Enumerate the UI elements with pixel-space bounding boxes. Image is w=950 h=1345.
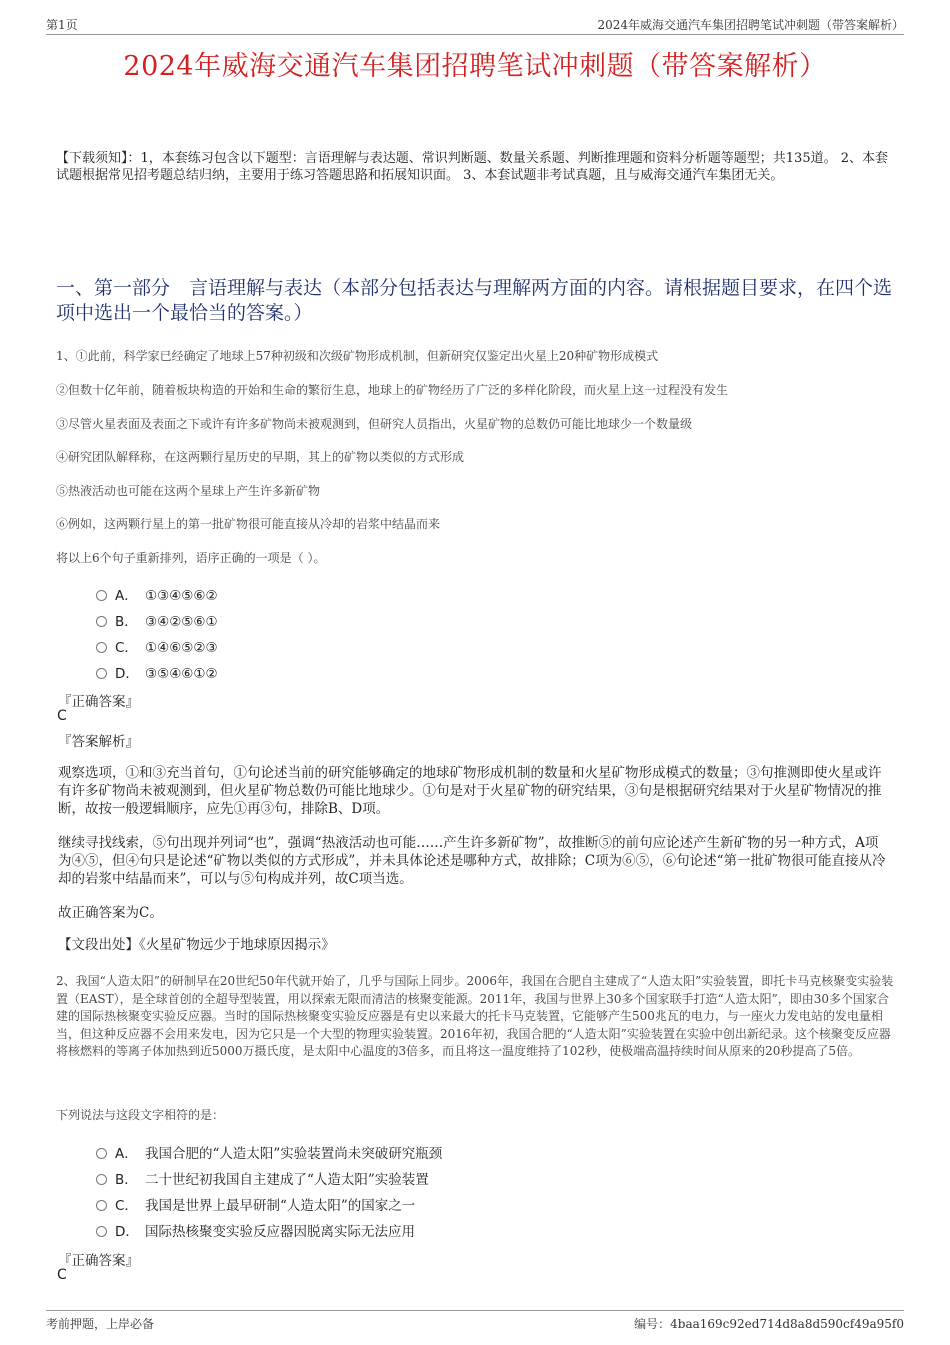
page-number: 第1页 [46,18,78,32]
option-text: 国际热核聚变实验反应器因脱离实际无法应用 [145,1224,415,1240]
q1-sentence-5: ⑤热液活动也可能在这两个星球上产生许多新矿物 [56,484,321,498]
option-text: ①③④⑤⑥② [145,588,218,604]
option-text: ③④②⑤⑥① [145,614,218,630]
q1-prompt: 将以上6个句子重新排列，语序正确的一项是（ ）。 [56,551,326,565]
radio-icon[interactable] [96,1174,107,1185]
download-notice: 【下载须知】：1，本套练习包含以下题型：言语理解与表达题、常识判断题、数量关系题、判断推理题和资料分析题等题型；共135道。 2、本套试题根据常见招考题总结归纳，主要用于练习答题思路和拓展知识面。 3、本套试题非考试真题，且与威海交通汽车集团无关。 [56,151,888,183]
option-letter: A． [115,588,138,604]
section-heading: 一、第一部分 言语理解与表达（本部分包括表达与理解两方面的内容。请根据题目要求，在四个选项中选出一个最恰当的答案。） [56,277,893,324]
q2-option-a[interactable] [96,1142,442,1162]
q1-sentence-4: ④研究团队解释称，在这两颗行星历史的早期，其上的矿物以类似的方式形成 [56,450,465,464]
q1-analysis-paragraph-1: 观察选项，①和③充当首句，①句论述当前的研究能够确定的地球矿物形成机制的数量和火星矿物形成模式的数量；③句推测即使火星或许有许多矿物尚未被观测到，但火星矿物总数仍可能比地球少。①句是对于火星矿物的研究结果，③句是根据研究结果对于火星矿物情况的推断，故按一般逻辑顺序，应先①再③句，排除B、D项。 [58,765,882,817]
q1-sentence-2: ②但数十亿年前，随着板块构造的开始和生命的繁衍生息，地球上的矿物经历了广泛的多样化阶段，而火星上这一过程没有发生 [56,383,729,397]
option-text: 我国合肥的“人造太阳”实验装置尚未突破研究瓶颈 [145,1146,443,1162]
option-text: ①④⑥⑤②③ [145,640,218,656]
q1-sentence-6: ⑥例如，这两颗行星上的第一批矿物很可能直接从冷却的岩浆中结晶而来 [56,517,441,531]
q1-option-b[interactable] [96,610,218,630]
q2-option-b[interactable] [96,1168,429,1188]
radio-icon[interactable] [96,1200,107,1211]
footer-slogan: 考前押题，上岸必备 [46,1317,155,1331]
q1-option-c[interactable] [96,636,218,656]
option-letter: B． [115,1172,138,1188]
option-text: 我国是世界上最早研制“人造太阳”的国家之一 [145,1198,416,1214]
q2-answer-label: 『正确答案』 [58,1253,139,1269]
option-letter: D． [115,666,139,682]
radio-icon[interactable] [96,1148,107,1159]
q1-analysis-paragraph-2: 继续寻找线索，⑤句出现并列词“也”，强调“热液活动也可能……产生许多新矿物”，故推断⑤的前句应论述产生新矿物的另一种方式，A项为④⑤，但④句只是论述“矿物以类似的方式形成”，并未具体论述是哪种方式，故排除；C项为⑥⑤，⑥句论述“第一批矿物很可能直接从冷却的岩浆中结晶而来”，可以与⑤句构成并列，故C项当选。 [58,835,886,887]
q1-source: 【文段出处】《火星矿物远少于地球原因揭示》 [58,937,335,953]
option-text: 二十世纪初我国自主建成了“人造太阳”实验装置 [145,1172,429,1188]
q1-sentence-1: 1、①此前，科学家已经确定了地球上57种初级和次级矿物形成机制，但新研究仅鉴定出火星上20种矿物形成模式 [56,349,659,363]
option-letter: B． [115,614,138,630]
radio-icon[interactable] [96,642,107,653]
option-letter: C． [115,640,138,656]
option-letter: A． [115,1146,138,1162]
radio-icon[interactable] [96,668,107,679]
q1-analysis-conclusion: 故正确答案为C。 [58,905,163,921]
radio-icon[interactable] [96,590,107,601]
page-footer [46,1310,904,1331]
q2-option-d[interactable] [96,1220,415,1240]
q1-answer-label: 『正确答案』 [58,694,139,710]
q1-analysis-label: 『答案解析』 [58,734,139,750]
document-title: 2024年威海交通汽车集团招聘笔试冲刺题（带答案解析） [123,51,827,82]
q1-sentence-3: ③尽管火星表面及表面之下或许有许多矿物尚未被观测到，但研究人员指出，火星矿物的总数仍可能比地球少一个数量级 [56,417,693,431]
q2-option-c[interactable] [96,1194,415,1214]
radio-icon[interactable] [96,1226,107,1237]
q2-prompt: 下列说法与这段文字相符的是： [56,1108,225,1122]
q2-passage: 2、我国“人造太阳”的研制早在20世纪50年代就开始了，几乎与国际上同步。2006年，我国在合肥自主建成了“人造太阳”实验装置，即托卡马克核聚变实验装置（EAST），是全球首创的全超导型装置，用以探索无限而清洁的核聚变能源。2011年，我国与世界上30多个国家联手打造“人造太阳”，即由30多个国家合建的国际热核聚变实验反应器。当时的国际热核聚变实验反应器是有史以来最大的托卡马克装置，它能够产生500兆瓦的电力，与一座火力发电站的发电量相当，但这种反应器不会用来发电，因为它只是一个大型的物理实验装置。2016年初，我国合肥的“人造太阳”实验装置在实验中创出新纪录。这个核聚变反应器将核燃料的等离子体加热到近5000万摄氏度，是太阳中心温度的3倍多，而且将这一温度维持了102秒，使极端高温持续时间从原来的20秒提高了5倍。 [56,974,894,1058]
q1-answer: C [57,708,67,724]
q1-option-a[interactable] [96,584,218,604]
footer-doc-id: 编号：4baa169c92ed714d8a8d590cf49a95f0 [634,1317,904,1331]
page-header [46,14,904,35]
option-letter: C． [115,1198,138,1214]
q2-answer: C [57,1267,67,1283]
option-letter: D． [115,1224,139,1240]
radio-icon[interactable] [96,616,107,627]
header-doc-title: 2024年威海交通汽车集团招聘笔试冲刺题（带答案解析） [597,18,904,32]
q1-option-d[interactable] [96,662,218,682]
option-text: ③⑤④⑥①② [145,666,218,682]
